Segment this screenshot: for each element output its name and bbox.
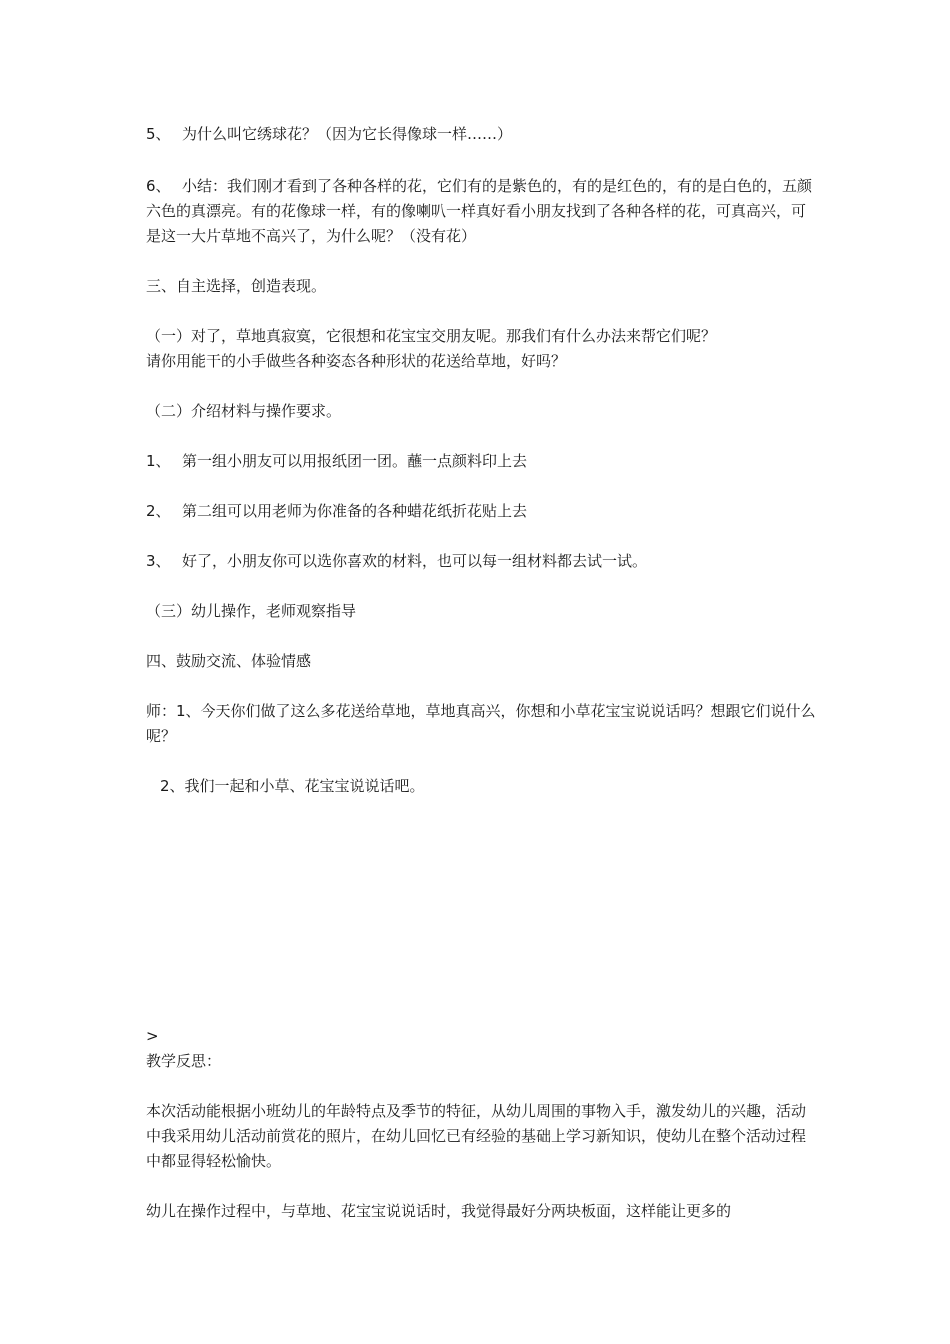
item-text: 小结：我们刚才看到了各种各样的花，它们有的是紫色的，有的是红色的，有的是白色的，五颜六色的真漂亮。有的花像球一样，有的像喇叭一样真好看小朋友找到了各种各样的花，可真高兴，可是这一大片草地不高兴了，为什么呢？（没有花） [146,177,813,245]
step-number: 1、 [146,452,171,470]
sub-section-2-heading: （二）介绍材料与操作要求。 [146,402,342,420]
reflection-paragraph-2: 幼儿在操作过程中，与草地、花宝宝说说话时，我觉得最好分两块板面，这样能让更多的 [146,1202,732,1220]
step-text: 第一组小朋友可以用报纸团一团。蘸一点颜料印上去 [182,452,528,470]
teacher-line: 师：1、今天你们做了这么多花送给草地，草地真高兴，你想和小草花宝宝说说话吗？想跟它们说什么呢？ [146,702,816,745]
section-4-heading: 四、鼓励交流、体验情感 [146,652,312,670]
reflection-heading: 教学反思： [146,1052,222,1070]
step-text: 第二组可以用老师为你准备的各种蜡花纸折花贴上去 [182,502,528,520]
step-item-2 [146,499,816,524]
item-number: 5、 [146,125,171,143]
step-item-1 [146,449,816,474]
section-marker: > [146,1027,159,1045]
section-3-heading: 三、自主选择，创造表现。 [146,277,327,295]
step-number: 2、 [146,502,171,520]
item-number: 6、 [146,177,171,195]
teacher-line-2: 2、我们一起和小草、花宝宝说说话吧。 [160,777,425,795]
step-number: 3、 [146,552,171,570]
item-text: 为什么叫它绣球花？（因为它长得像球一样……） [182,125,513,143]
sub-section-1-line-1: （一）对了，草地真寂寞，它很想和花宝宝交朋友呢。那我们有什么办法来帮它们呢？ [146,327,717,345]
sub-section-3-heading: （三）幼儿操作，老师观察指导 [146,602,357,620]
step-text: 好了，小朋友你可以选你喜欢的材料，也可以每一组材料都去试一试。 [182,552,648,570]
list-item-5 [146,122,816,147]
reflection-paragraph-1: 本次活动能根据小班幼儿的年龄特点及季节的特征，从幼儿周围的事物入手，激发幼儿的兴趣，活动中我采用幼儿活动前赏花的照片，在幼儿回忆已有经验的基础上学习新知识，使幼儿在整个活动过程中都显得轻松愉快。 [146,1102,807,1170]
step-item-3 [146,549,816,574]
sub-section-1-line-2: 请你用能干的小手做些各种姿态各种形状的花送给草地，好吗？ [146,352,567,370]
list-item-6 [146,174,816,249]
